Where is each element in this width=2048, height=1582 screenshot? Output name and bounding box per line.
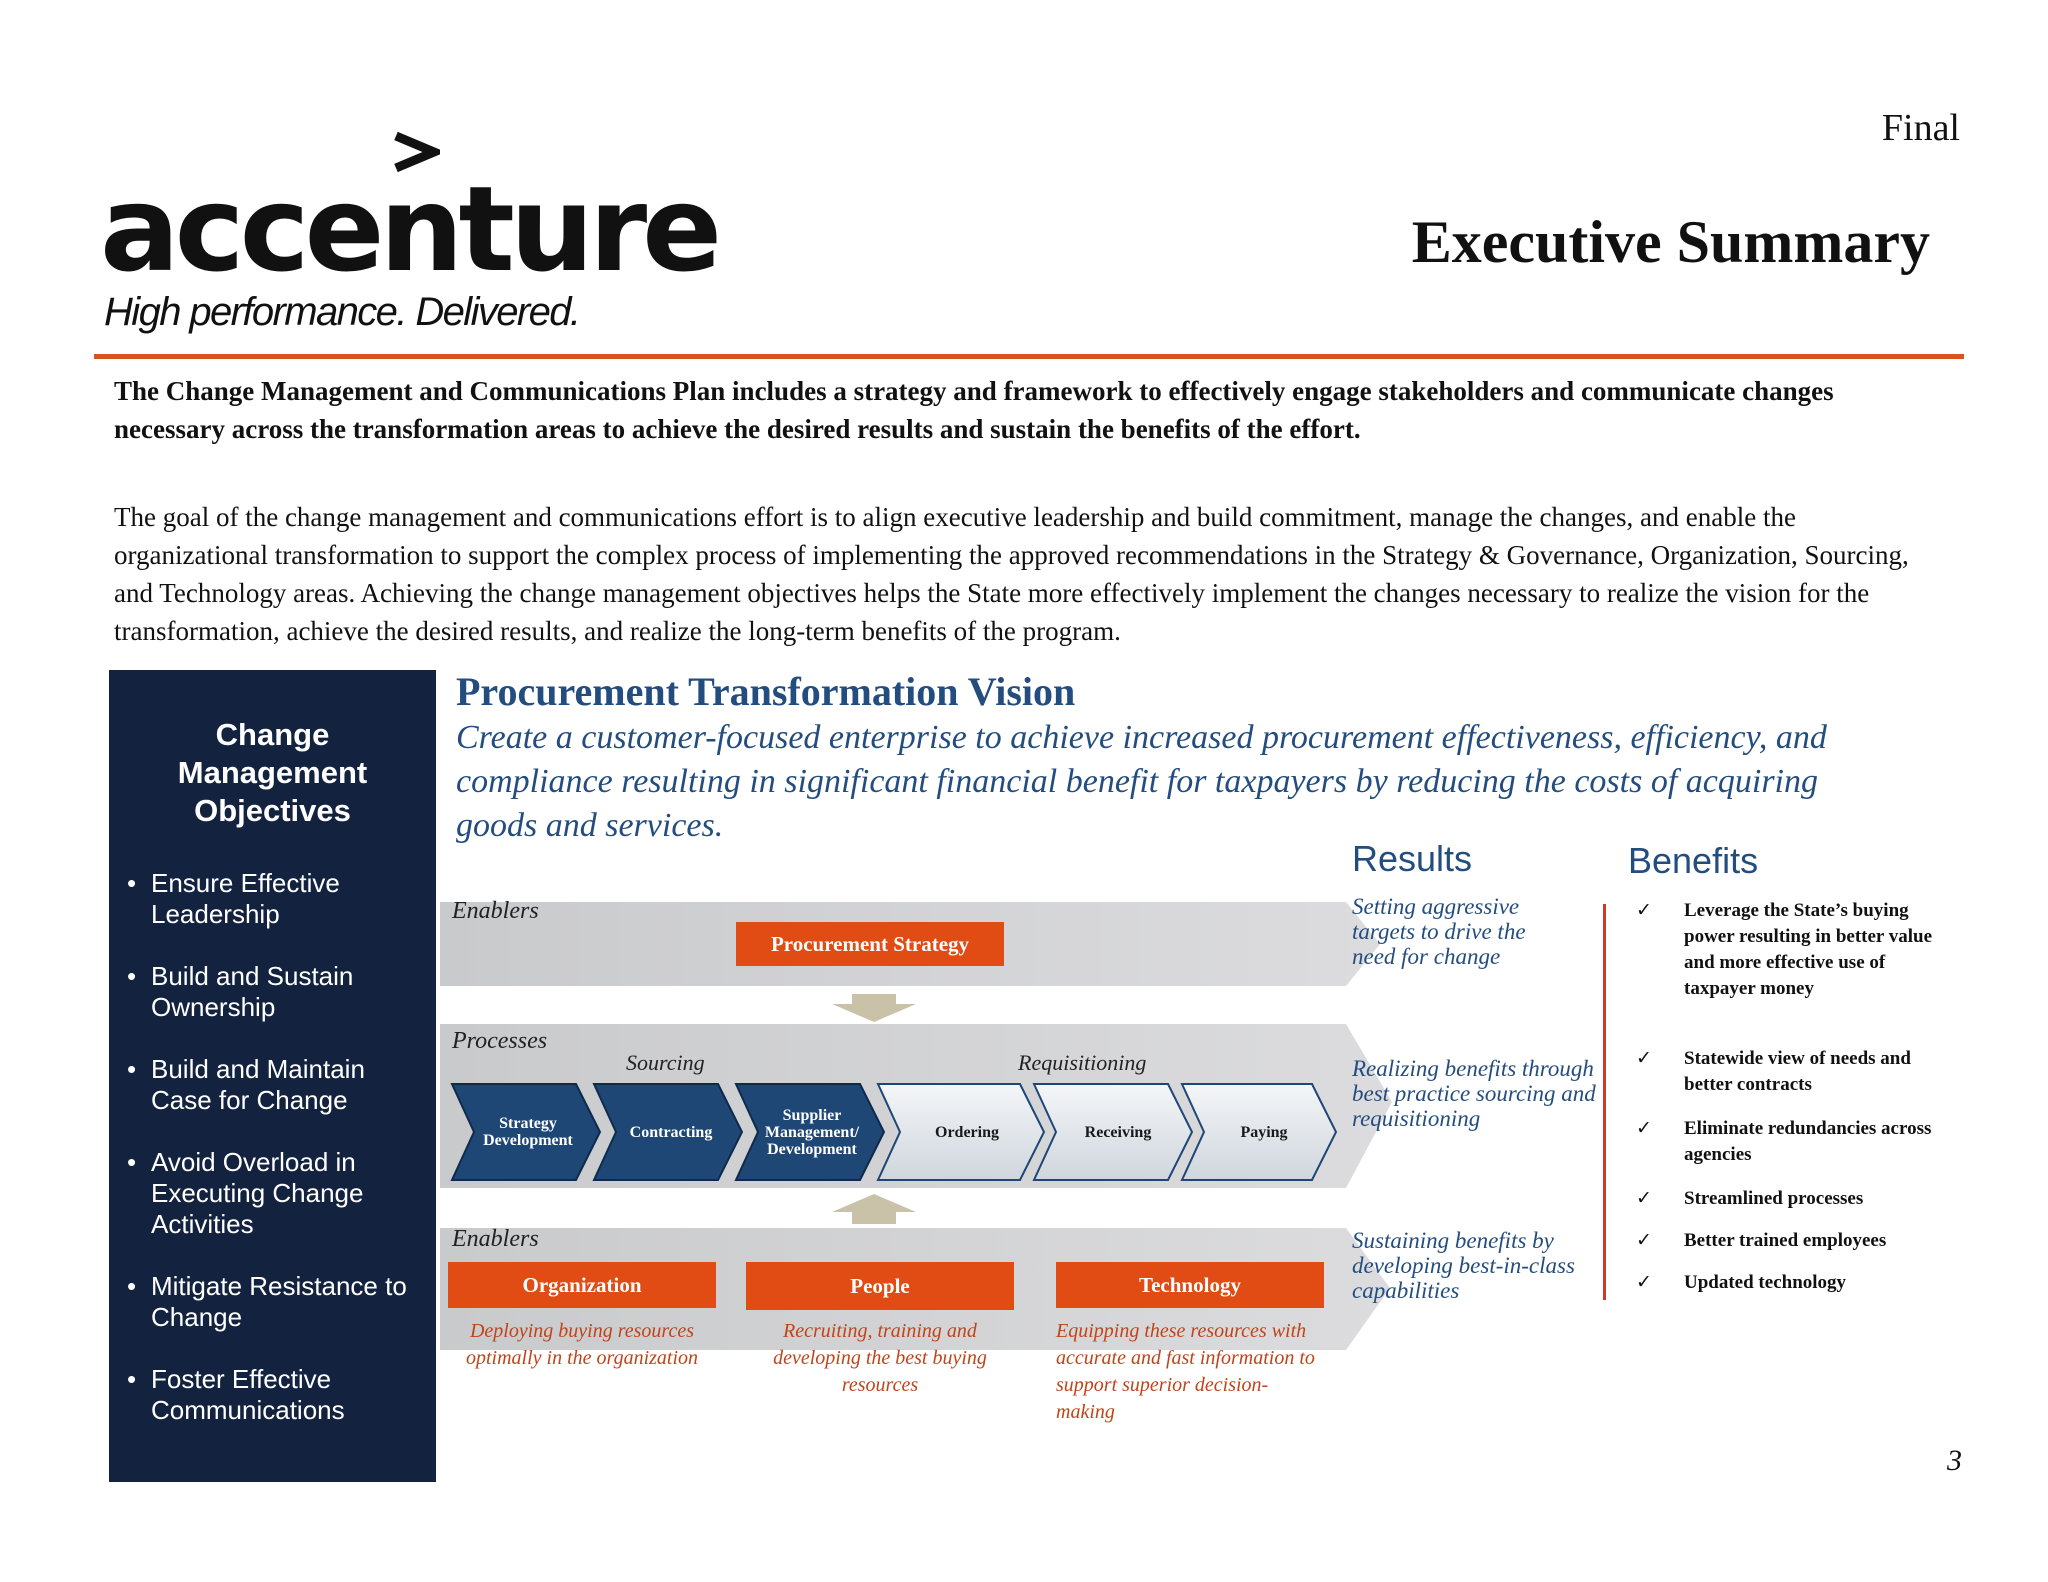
requisitioning-label: Requisitioning bbox=[1018, 1050, 1147, 1075]
accenture-logo bbox=[100, 132, 718, 342]
intro-summary: The Change Management and Communications Plan includes a strategy and framework to effectively engage stakeholders and communicate changes necessary across the transformation areas to achieve the desired results and sustain the benefits of the effort. bbox=[114, 376, 1834, 444]
check-icon: ✓ bbox=[1636, 1048, 1652, 1069]
benefit-item: ✓ Leverage the State’s buying power resulting in better value and more effective use of taxpayer money bbox=[1636, 900, 1933, 999]
step-receiving: Receiving bbox=[1084, 1123, 1152, 1141]
step-contracting: Contracting bbox=[629, 1123, 713, 1141]
enablers-top-label: Enablers bbox=[452, 898, 539, 924]
benefit-item: ✓ Statewide view of needs and better contracts bbox=[1636, 1048, 1911, 1095]
header-divider bbox=[94, 354, 1964, 359]
step-ordering: Ordering bbox=[935, 1123, 999, 1141]
benefit-item: ✓ Updated technology bbox=[1636, 1270, 1936, 1296]
procurement-strategy-box: Procurement Strategy bbox=[736, 922, 1004, 966]
benefit-item: ✓ Eliminate redundancies across agencies bbox=[1636, 1118, 1932, 1165]
objective-item: • Avoid Overload in Executing Change Activities bbox=[127, 1147, 426, 1240]
processes-label: Processes bbox=[452, 1028, 548, 1054]
objectives-list bbox=[109, 868, 436, 1426]
check-icon: ✓ bbox=[1636, 1188, 1652, 1209]
objective-item: • Foster Effective Communications bbox=[127, 1364, 426, 1426]
enablers-bottom-label: Enablers bbox=[452, 1226, 539, 1252]
results-heading: Results bbox=[1352, 838, 1473, 879]
vision-statement: Create a customer-focused enterprise to achieve increased procurement effectiveness, efficiency, and compliance resulting in significant financial benefit for taxpayers by reducing the costs of acquiring goods and services. bbox=[456, 719, 1827, 844]
result-item: Sustaining benefits by developing best-in-class capabilities bbox=[1352, 1228, 1575, 1303]
objectives-panel bbox=[109, 670, 436, 1482]
check-icon: ✓ bbox=[1636, 1272, 1652, 1293]
result-item: Setting aggressive targets to drive the need for change bbox=[1352, 894, 1526, 969]
objective-item: • Build and Maintain Case for Change bbox=[127, 1054, 426, 1116]
benefit-item: ✓ Streamlined processes bbox=[1636, 1186, 1936, 1212]
page-number: 3 bbox=[1947, 1444, 1962, 1477]
intro-paragraph: The goal of the change management and communications effort is to align executive leadership and build commitment, manage the changes, and enable the organizational transformation to support the complex process of implementing the approved recommendations in the Strategy & Governance, Organization, Sourcing, and Technology areas. Achieving the change management objectives helps the State more effectively implement the changes necessary to realize the vision for the transformation, achieve the desired results, and realize the long-term benefits of the program. bbox=[114, 502, 1909, 646]
check-icon: ✓ bbox=[1636, 1230, 1652, 1251]
vision-title: Procurement Transformation Vision bbox=[456, 669, 1076, 714]
page-title: Executive Summary bbox=[1411, 209, 1930, 275]
objective-item: • Ensure Effective Leadership bbox=[127, 868, 426, 930]
logo-tagline: High performance. Delivered. bbox=[104, 290, 580, 334]
step-strategy-development: Strategy Development bbox=[483, 1115, 573, 1149]
step-supplier-management: Supplier Management/ Development bbox=[764, 1106, 860, 1158]
arrow-down-icon bbox=[832, 994, 916, 1022]
arrow-up-icon bbox=[832, 1194, 916, 1224]
check-icon: ✓ bbox=[1636, 900, 1652, 921]
organization-box: Organization bbox=[448, 1262, 716, 1308]
benefits-heading: Benefits bbox=[1628, 840, 1759, 881]
people-description: Recruiting, training and developing the best buying resources bbox=[773, 1320, 987, 1396]
technology-description: Equipping these resources with accurate and fast information to support superior decision-making bbox=[1056, 1320, 1315, 1423]
objectives-title: Change Management Objectives bbox=[177, 717, 368, 828]
document-status: Final bbox=[1881, 107, 1960, 149]
result-item: Realizing benefits through best practice sourcing and requisitioning bbox=[1352, 1056, 1596, 1131]
objective-item: • Build and Sustain Ownership bbox=[127, 961, 426, 1023]
technology-box: Technology bbox=[1056, 1262, 1324, 1308]
check-icon: ✓ bbox=[1636, 1118, 1652, 1139]
transformation-diagram bbox=[440, 838, 1960, 1438]
objective-item: • Mitigate Resistance to Change bbox=[127, 1271, 426, 1333]
logo-wordmark: accenture bbox=[100, 160, 718, 298]
organization-description: Deploying buying resources optimally in the organization bbox=[465, 1320, 699, 1369]
results-benefits-divider bbox=[1603, 904, 1606, 1300]
step-paying: Paying bbox=[1240, 1123, 1288, 1141]
people-box: People bbox=[746, 1262, 1014, 1310]
sourcing-label: Sourcing bbox=[626, 1050, 705, 1075]
benefit-item: ✓ Better trained employees bbox=[1636, 1228, 1936, 1254]
